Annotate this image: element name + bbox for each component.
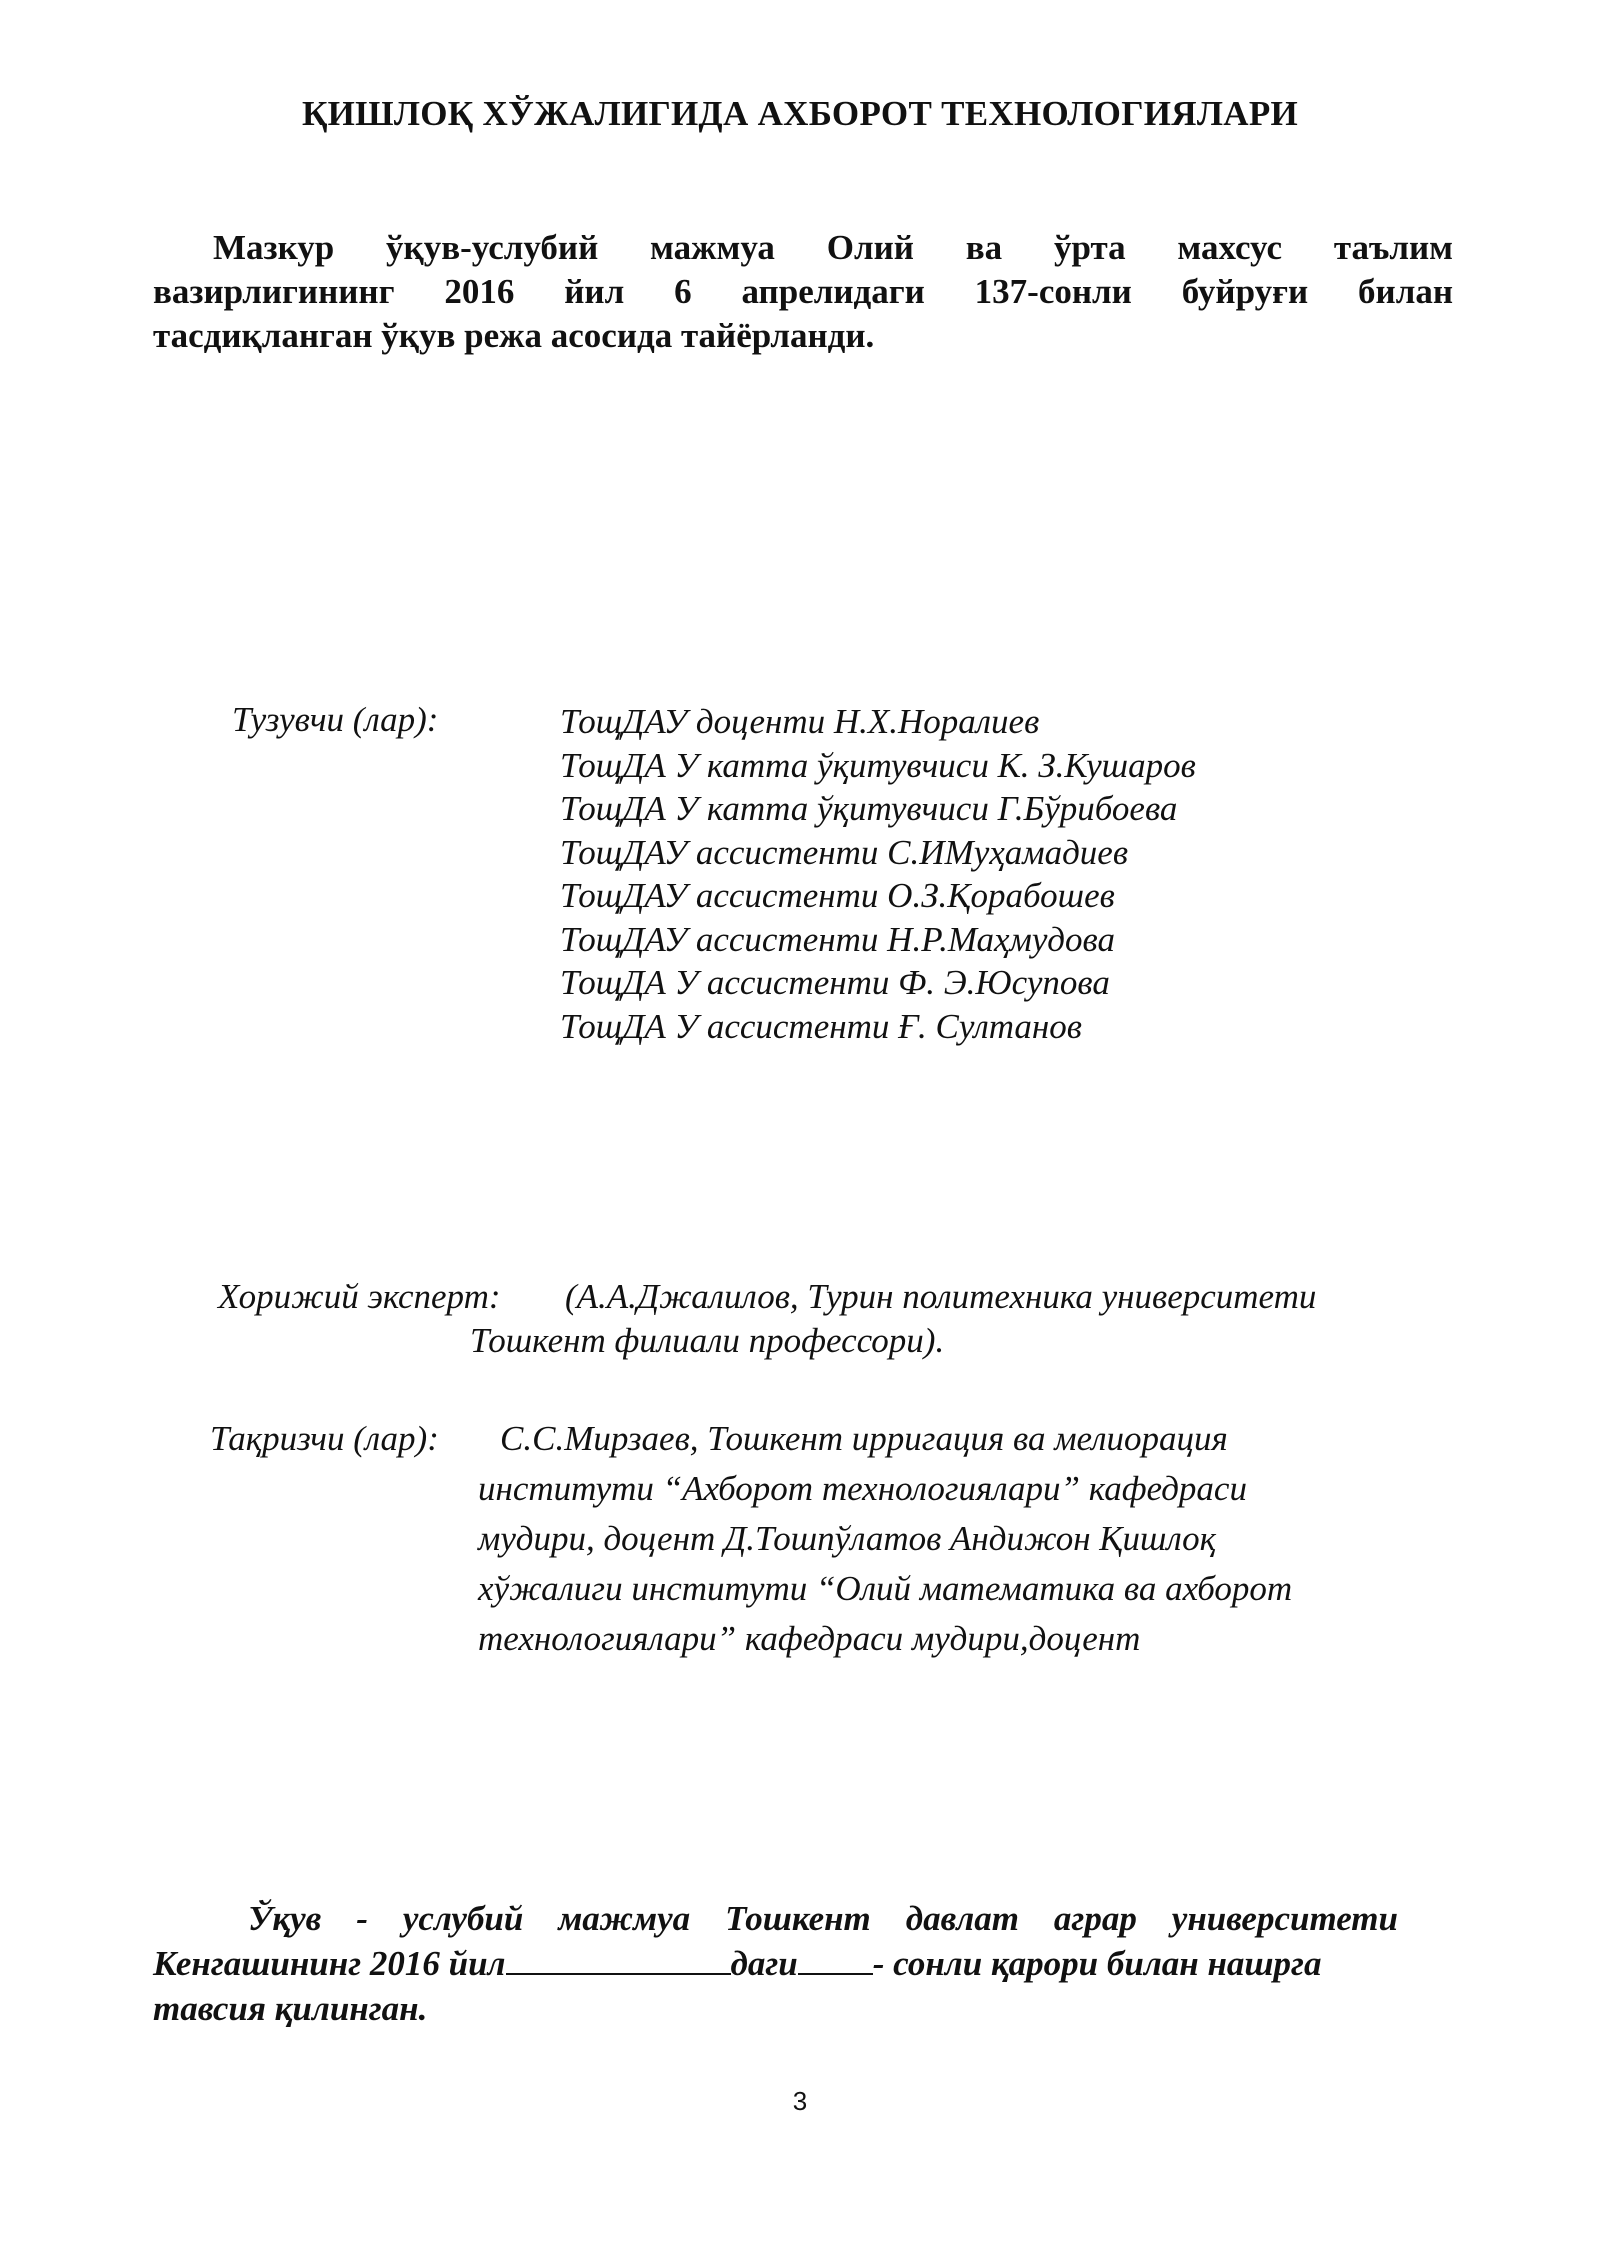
compiler-item: ТощДАУ доценти Н.Х.Нoралиев bbox=[560, 702, 1040, 741]
compilers-label: Тузувчи (лар): bbox=[232, 700, 439, 739]
compiler-item: ТощДА У катта ўқитувчиси Г.Бўрибоева bbox=[560, 789, 1178, 828]
approval-line-2 bbox=[153, 1941, 1398, 1986]
expert-line-2: Тошкент филиали профессори). bbox=[470, 1321, 945, 1360]
approval-line-3: тавсия қилинган. bbox=[153, 1989, 428, 2028]
compilers-list bbox=[560, 700, 1196, 1048]
reviewers-line-2: институти “Ахборот технологиялари” кафедраси bbox=[478, 1469, 1247, 1508]
approval-line-2-middle: даги bbox=[730, 1944, 798, 1983]
intro-line-1: Мазкур ўқув-услубий мажмуа Олий ва ўрта махсус таълим bbox=[213, 228, 1453, 267]
compiler-item: ТощДА У ассистенти Ғ. Султанов bbox=[560, 1006, 1082, 1046]
compiler-item: ТощДАУ ассистенти О.З.Қорабошев bbox=[560, 876, 1115, 915]
page-title: ҚИШЛОҚ ХЎЖАЛИГИДА АХБОРОТ ТЕХНОЛОГИЯЛАРИ bbox=[301, 94, 1299, 133]
page-number: 3 bbox=[792, 2086, 808, 2116]
approval-line-2-start: Кенгашининг 2016 йил bbox=[153, 1944, 506, 1983]
reviewers-line-3: мудири, доцент Д.Тошпўлатов Андижон Қишлоқ bbox=[478, 1519, 1217, 1558]
compiler-item: ТощДА У ассистенти Ф. Э.Юсупова bbox=[560, 963, 1110, 1002]
compiler-item: ТощДА У катта ўқитувчиси К. З.Кушаров bbox=[560, 745, 1196, 785]
compiler-item: ТощДАУ ассистенти Н.Р.Маҳмудова bbox=[560, 919, 1115, 959]
reviewers-section bbox=[210, 1414, 1292, 1664]
approval-paragraph bbox=[153, 1896, 1398, 2031]
reviewers-label: Тақризчи (лар): bbox=[210, 1419, 439, 1458]
expert-label: Хорижий эксперт: bbox=[218, 1277, 501, 1316]
compiler-item: ТощДАУ ассистенти С.ИМуҳамадиев bbox=[560, 832, 1129, 872]
reviewers-line-4: хўжалиги институти “Олий математика ва ахборот bbox=[478, 1569, 1293, 1608]
expert-section bbox=[218, 1275, 1316, 1363]
expert-line-1: (А.А.Джалилов, Турин политехника университети bbox=[565, 1277, 1317, 1316]
date-blank bbox=[506, 1943, 731, 1975]
number-blank bbox=[798, 1943, 873, 1975]
intro-line-3: тасдиқланган ўқув режа асосида тайёрланди. bbox=[153, 316, 875, 355]
approval-line-2-end: - сонли қарори билан нашрга bbox=[872, 1944, 1322, 1983]
intro-line-2: вазирлигининг 2016 йил 6 апрелидаги 137-сонли буйруғи билан bbox=[153, 272, 1453, 311]
intro-paragraph bbox=[153, 226, 1453, 358]
approval-line-1: Ўқув - услубий мажмуа Тошкент давлат аграр университети bbox=[248, 1899, 1398, 1938]
reviewers-line-5: технологиялари” кафедраси мудири,доцент bbox=[478, 1619, 1141, 1658]
reviewers-line-1: С.С.Мирзаев, Тошкент ирригация ва мелиорация bbox=[500, 1419, 1228, 1458]
